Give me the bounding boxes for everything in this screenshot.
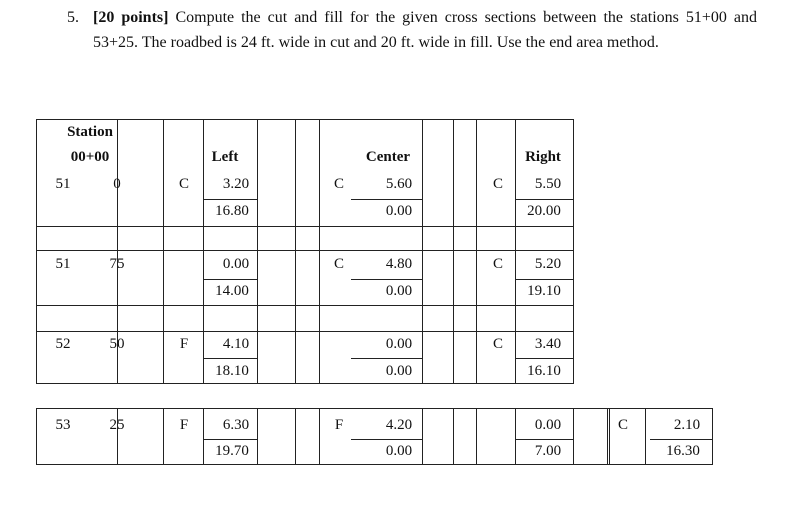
row4-right-top: 0.00 [534, 417, 562, 433]
row1-left-top: 3.20 [222, 176, 250, 192]
row1-right-cf: C [492, 176, 504, 192]
row2-plus: 75 [109, 256, 125, 272]
row4-center-top: 4.20 [385, 417, 413, 433]
row2-center-top: 4.80 [385, 256, 413, 272]
header-right: Right [525, 149, 561, 165]
header-station-zero: 00+00 [70, 149, 110, 165]
row4-extra-bottom: 16.30 [666, 443, 700, 459]
row4-station: 53 [55, 417, 71, 433]
row2-right-top: 5.20 [534, 256, 562, 272]
row4-left-cf: F [179, 417, 189, 433]
row1-left-cf: C [178, 176, 190, 192]
row1-station: 51 [55, 176, 71, 192]
header-center: Center [365, 149, 411, 165]
row4-center-cf: F [334, 417, 344, 433]
problem-number: 5. [67, 9, 79, 26]
problem-statement [67, 6, 757, 55]
row1-center-bottom: 0.00 [385, 203, 413, 219]
row1-right-bottom: 20.00 [527, 203, 561, 219]
row1-right-top: 5.50 [534, 176, 562, 192]
row4-left-top: 6.30 [222, 417, 250, 433]
row4-plus: 25 [109, 417, 125, 433]
problem-text-block [93, 6, 757, 55]
row4-left-bottom: 19.70 [215, 443, 249, 459]
row3-right-top: 3.40 [534, 336, 562, 352]
row3-left-bottom: 18.10 [215, 363, 249, 379]
row3-right-cf: C [492, 336, 504, 352]
row1-center-top: 5.60 [385, 176, 413, 192]
row4-right-bottom: 7.00 [534, 443, 562, 459]
row3-station: 52 [55, 336, 71, 352]
row3-plus: 50 [109, 336, 125, 352]
row3-center-top: 0.00 [385, 336, 413, 352]
row1-left-bottom: 16.80 [215, 203, 249, 219]
problem-points: [20 points] [93, 9, 169, 26]
row3-left-cf: F [179, 336, 189, 352]
row4-center-bottom: 0.00 [385, 443, 413, 459]
header-left: Left [211, 149, 239, 165]
row2-right-bottom: 19.10 [527, 283, 561, 299]
problem-text: Compute the cut and fill for the given cross sections between the stations 51+00 and 53+25. The roadbed is 24 ft. wide in cut and 20 ft. wide in fill. Use the end area method. [93, 9, 757, 51]
row2-center-bottom: 0.00 [385, 283, 413, 299]
row2-station: 51 [55, 256, 71, 272]
row2-center-cf: C [333, 256, 345, 272]
row4-extra-top: 2.10 [673, 417, 701, 433]
header-station: Station [67, 124, 113, 140]
row2-left-bottom: 14.00 [215, 283, 249, 299]
row1-center-cf: C [333, 176, 345, 192]
row3-center-bottom: 0.00 [385, 363, 413, 379]
row2-left-top: 0.00 [222, 256, 250, 272]
row2-right-cf: C [492, 256, 504, 272]
row3-right-bottom: 16.10 [527, 363, 561, 379]
row4-extra-cf: C [617, 417, 629, 433]
row3-left-top: 4.10 [222, 336, 250, 352]
row1-plus: 0 [113, 176, 121, 192]
